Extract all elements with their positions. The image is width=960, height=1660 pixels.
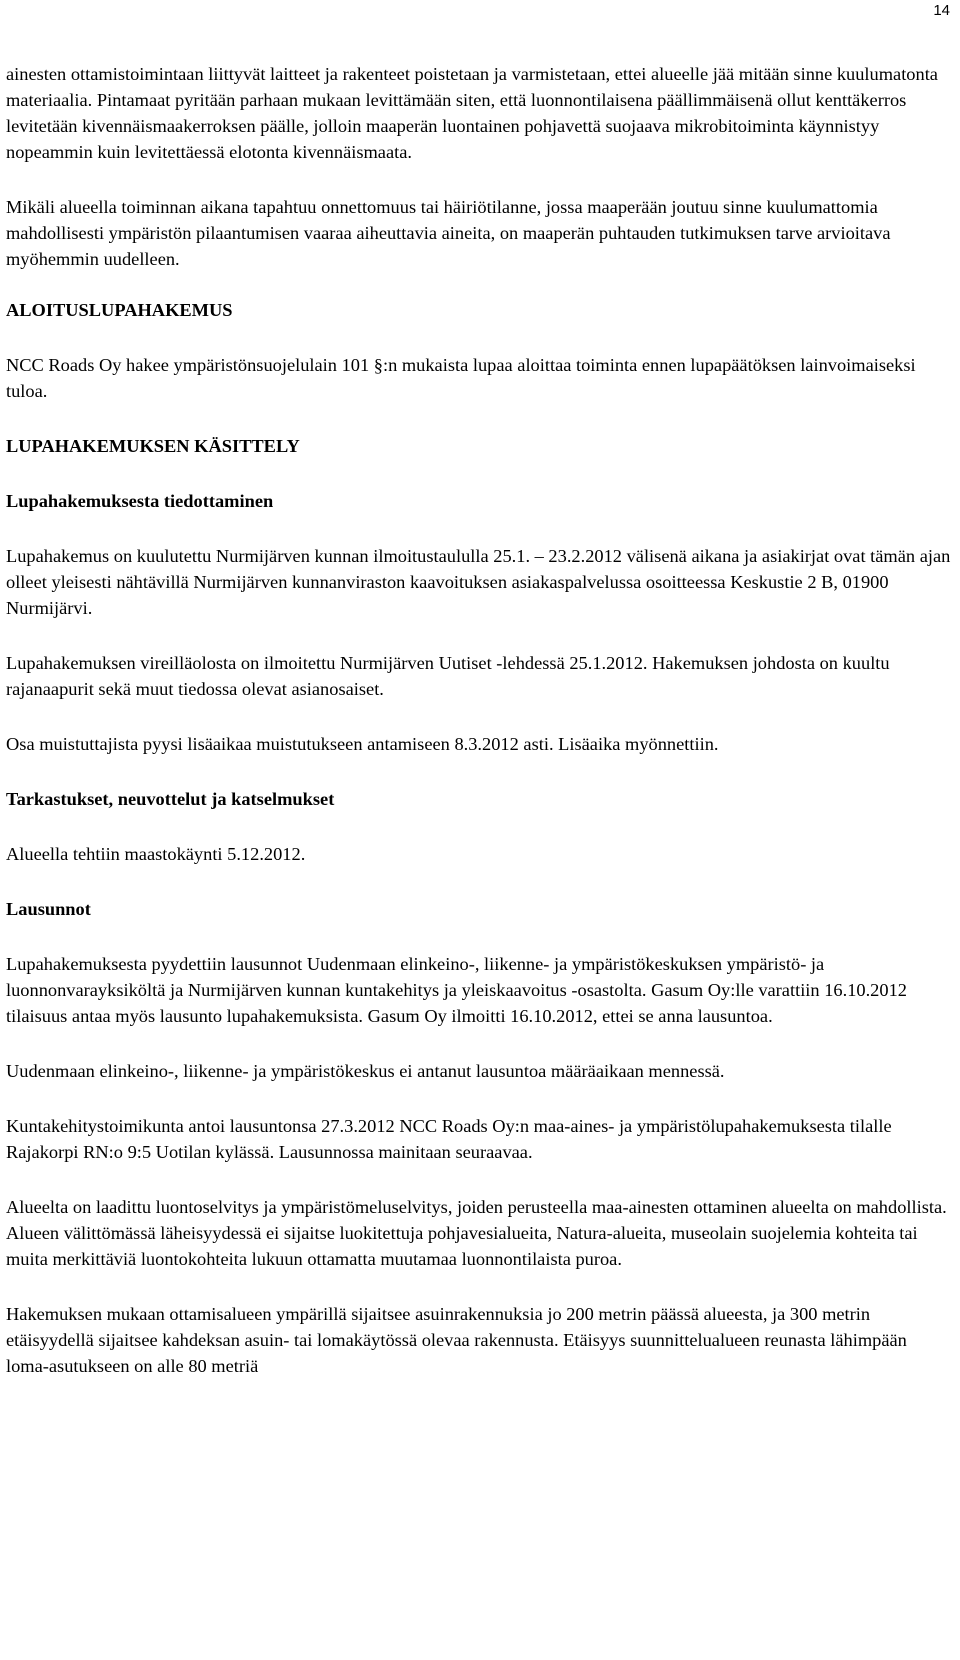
paragraph-statements-requested: Lupahakemuksesta pyydettiin lausunnot Uudenmaan elinkeino-, liikenne- ja ympäristökeskuksen ympäristö- ja luonnonvarayksiköltä ja Nurmijärven kunnan kuntakehitys ja yleiskaavoitus -osastolta. Gasum Oy:lle varattiin 16.10.2012 tilaisuus antaa myös lausunto lupahakemuksista. Gasum Oy ilmoitti 16.10.2012, ettei se anna lausuntoa.: [6, 954, 907, 1026]
paragraph-announcement: Lupahakemus on kuulutettu Nurmijärven kunnan ilmoitustaululla 25.1. – 23.2.2012 välisenä aikana ja asiakirjat ovat tämän ajan olleet yleisesti nähtävillä Nurmijärven kunnanviraston kaavoituksen asiakaspalvelussa osoitteessa Keskustie 2 B, 01900 Nurmijärvi.: [6, 546, 951, 618]
paragraph-ely-no-statement: Uudenmaan elinkeino-, liikenne- ja ympäristökeskus ei antanut lausuntoa määräaikaan mennessä.: [6, 1061, 725, 1081]
document-body: [6, 61, 951, 1408]
heading-tarkastukset: Tarkastukset, neuvottelut ja katselmukset: [6, 789, 335, 809]
paragraph-site-visit: Alueella tehtiin maastokäynti 5.12.2012.: [6, 844, 306, 864]
paragraph-accident: Mikäli alueella toiminnan aikana tapahtuu onnettomuus tai häiriötilanne, jossa maaperään joutuu sinne kuulumattomia mahdollisesti ympäristön pilaantumisen vaaraa aiheuttavia aineita, on maaperän puhtauden tutkimuksen tarve arvioitava myöhemmin uudelleen.: [6, 197, 891, 269]
paragraph-residences: Hakemuksen mukaan ottamisalueen ympärillä sijaitsee asuinrakennuksia jo 200 metrin päässä alueesta, ja 300 metrin etäisyydellä sijaitsee kahdeksan asuin- tai lomakäytössä olevaa rakennusta. Etäisyys suunnittelualueen reunasta lähimpään loma-asutukseen on alle 80 metriä: [6, 1304, 907, 1376]
heading-tiedottaminen: Lupahakemuksesta tiedottaminen: [6, 491, 274, 511]
paragraph-start-permit: NCC Roads Oy hakee ympäristönsuojelulain 101 §:n mukaista lupaa aloittaa toiminta ennen lupapäätöksen lainvoimaiseksi tuloa.: [6, 355, 916, 401]
heading-aloituslupahakemus: ALOITUSLUPAHAKEMUS: [6, 300, 233, 320]
paragraph-restoration: ainesten ottamistoimintaan liittyvät laitteet ja rakenteet poistetaan ja varmistetaan, ettei alueelle jää mitään sinne kuulumatonta materiaalia. Pintamaat pyritään parhaan mukaan levittämään siten, että luonnontilaisena päällimmäisenä ollut kenttäkerros levitetään kivennäismaakerroksen päälle, jolloin maaperän luontainen pohjavettä suojaava mikrobitoiminta käynnistyy nopeammin kuin levitettäessä elotonta kivennäismaata.: [6, 64, 938, 162]
page-number: 14: [933, 2, 950, 19]
heading-lausunnot: Lausunnot: [6, 899, 91, 919]
paragraph-nature-survey: Alueelta on laadittu luontoselvitys ja ympäristömeluselvitys, joiden perusteella maa-ainesten ottaminen alueelta on mahdollista. Alueen välittömässä läheisyydessä ei sijaitse luokitettuja pohjavesialueita, Natura-alueita, museolain suojelemia kohteita tai muita merkittäviä luontokohteita lukuun ottamatta muutamaa luonnontilaista puroa.: [6, 1197, 947, 1269]
heading-kasittely: LUPAHAKEMUKSEN KÄSITTELY: [6, 436, 300, 456]
paragraph-committee-statement: Kuntakehitystoimikunta antoi lausuntonsa 27.3.2012 NCC Roads Oy:n maa-aines- ja ympäristölupahakemuksesta tilalle Rajakorpi RN:o 9:5 Uotilan kylässä. Lausunnossa mainitaan seuraavaa.: [6, 1116, 892, 1162]
paragraph-newspaper: Lupahakemuksen vireilläolosta on ilmoitettu Nurmijärven Uutiset -lehdessä 25.1.2012. Hakemuksen johdosta on kuultu rajanaapurit sekä muut tiedossa olevat asianosaiset.: [6, 653, 890, 699]
paragraph-extension: Osa muistuttajista pyysi lisäaikaa muistutukseen antamiseen 8.3.2012 asti. Lisäaika myönnettiin.: [6, 734, 719, 754]
